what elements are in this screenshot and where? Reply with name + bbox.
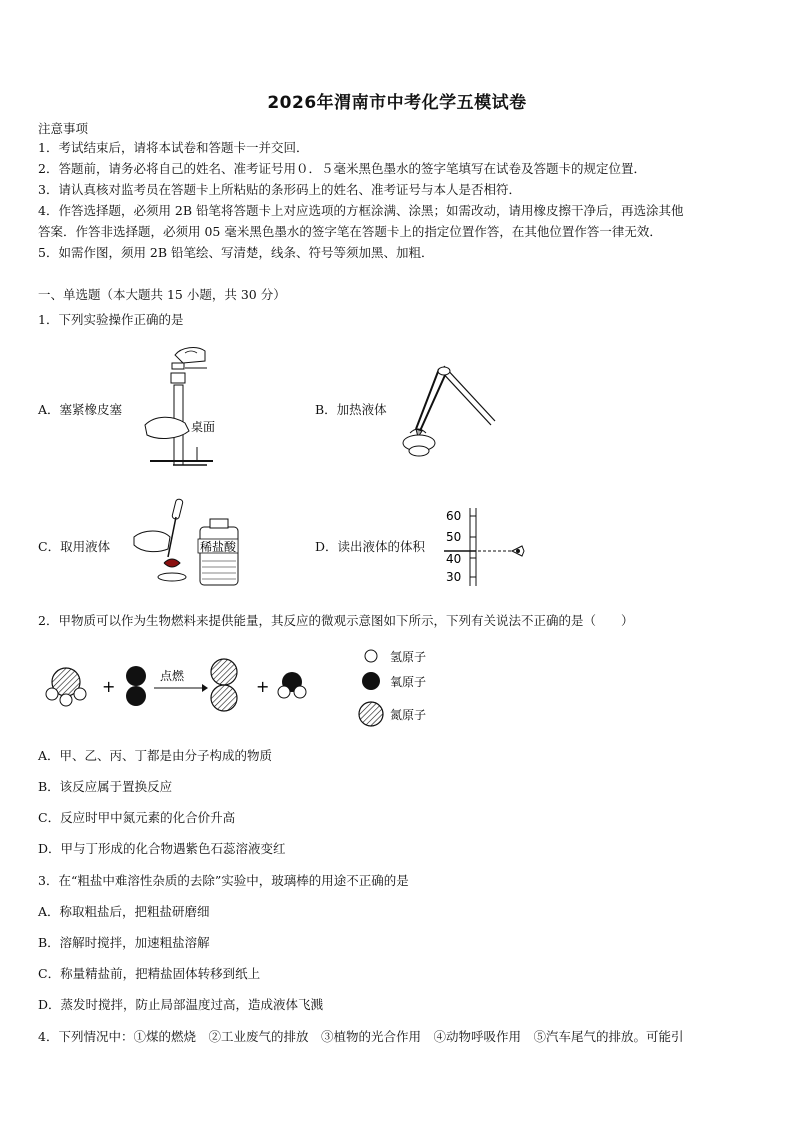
note-item: 答案．作答非选择题，必须用 05 毫米黑色墨水的签字笔在答题卡上的指定位置作答，在其他位置作答一律无效． bbox=[38, 224, 662, 239]
legend-hydrogen: 氢原子 bbox=[390, 650, 427, 664]
q1-tick-60: 60 bbox=[446, 509, 462, 523]
q1-tick-50: 50 bbox=[446, 530, 462, 544]
q2-legend bbox=[356, 644, 466, 726]
molecule-jia bbox=[46, 668, 86, 706]
q2-option-d[interactable]: D．甲与丁形成的化合物遇紫色石蕊溶液变红 bbox=[38, 841, 286, 856]
note-item: 2．答题前，请务必将自己的姓名、准考证号用０．５毫米黑色墨水的签字笔填写在试卷及答题卡的规定位置． bbox=[38, 161, 646, 176]
q1-figure-b bbox=[396, 363, 496, 463]
legend-nitrogen: 氮原子 bbox=[390, 708, 427, 722]
plus-sign-2: + bbox=[256, 677, 270, 696]
q1-figure-a bbox=[145, 343, 225, 468]
q1-option-c[interactable]: C．取用液体 bbox=[38, 539, 111, 554]
q1-tick-40: 40 bbox=[446, 552, 462, 566]
section-heading: 一、单选题（本大题共 15 小题，共 30 分） bbox=[38, 287, 286, 302]
q1-stem: 1．下列实验操作正确的是 bbox=[38, 312, 184, 327]
q1-fig-c-label: 稀盐酸 bbox=[200, 540, 237, 554]
notes-heading: 注意事项 bbox=[38, 121, 89, 136]
note-item: 1．考试结束后，请将本试卷和答题卡一并交回． bbox=[38, 140, 309, 155]
q3-option-c[interactable]: C．称量精盐前，把精盐固体转移到纸上 bbox=[38, 966, 261, 981]
arrow-label: 点燃 bbox=[160, 669, 185, 683]
hydrogen-atom-icon bbox=[365, 650, 377, 662]
q1-option-a[interactable]: A．塞紧橡皮塞 bbox=[38, 402, 123, 417]
q3-option-a[interactable]: A．称取粗盐后，把粗盐研磨细 bbox=[38, 904, 210, 919]
page-title: 2026年渭南市中考化学五模试卷 bbox=[267, 93, 527, 113]
q2-option-c[interactable]: C．反应时甲中氮元素的化合价升高 bbox=[38, 810, 236, 825]
q3-option-d[interactable]: D．蒸发时搅拌，防止局部温度过高，造成液体飞溅 bbox=[38, 997, 324, 1012]
notes-list bbox=[38, 137, 758, 263]
q2-option-b[interactable]: B．该反应属于置换反应 bbox=[38, 779, 173, 794]
q3-stem: 3．在“粗盐中难溶性杂质的去除”实验中，玻璃棒的用途不正确的是 bbox=[38, 873, 409, 888]
oxygen-atom-icon bbox=[362, 672, 380, 690]
q1-figure-c bbox=[124, 497, 244, 589]
legend-oxygen: 氧原子 bbox=[390, 675, 427, 689]
molecule-ding bbox=[278, 672, 306, 698]
nitrogen-atom-icon bbox=[359, 702, 383, 726]
q2-option-a[interactable]: A．甲、乙、丙、丁都是由分子构成的物质 bbox=[38, 748, 273, 763]
q1-figure-d bbox=[442, 506, 532, 588]
molecule-bing bbox=[211, 659, 237, 711]
q1-fig-a-label: 桌面 bbox=[191, 420, 216, 434]
q1-option-d[interactable]: D．读出液体的体积 bbox=[315, 539, 426, 554]
note-item: 5．如需作图，须用 2B 铅笔绘、写清楚，线条、符号等须加黑、加粗． bbox=[38, 245, 434, 260]
note-item: 3．请认真核对监考员在答题卡上所粘贴的条形码上的姓名、准考证号与本人是否相符． bbox=[38, 182, 521, 197]
q4-stem: 4．下列情况中：①煤的燃烧 ②工业废气的排放 ③植物的光合作用 ④动物呼吸作用 ⑤汽车尾气的排放。可能引 bbox=[38, 1029, 684, 1044]
q1-tick-30: 30 bbox=[446, 570, 462, 584]
q2-stem: 2．甲物质可以作为生物燃料来提供能量，其反应的微观示意图如下所示，下列有关说法不正确的是（ ） bbox=[38, 613, 634, 628]
note-item: 4．作答选择题，必须用 2B 铅笔将答题卡上对应选项的方框涂满、涂黑；如需改动，请用橡皮擦干净后，再选涂其他 bbox=[38, 203, 684, 218]
plus-sign-1: + bbox=[102, 677, 116, 696]
molecule-yi bbox=[126, 666, 146, 706]
q3-option-b[interactable]: B．溶解时搅拌，加速粗盐溶解 bbox=[38, 935, 210, 950]
q1-option-b[interactable]: B．加热液体 bbox=[315, 402, 387, 417]
